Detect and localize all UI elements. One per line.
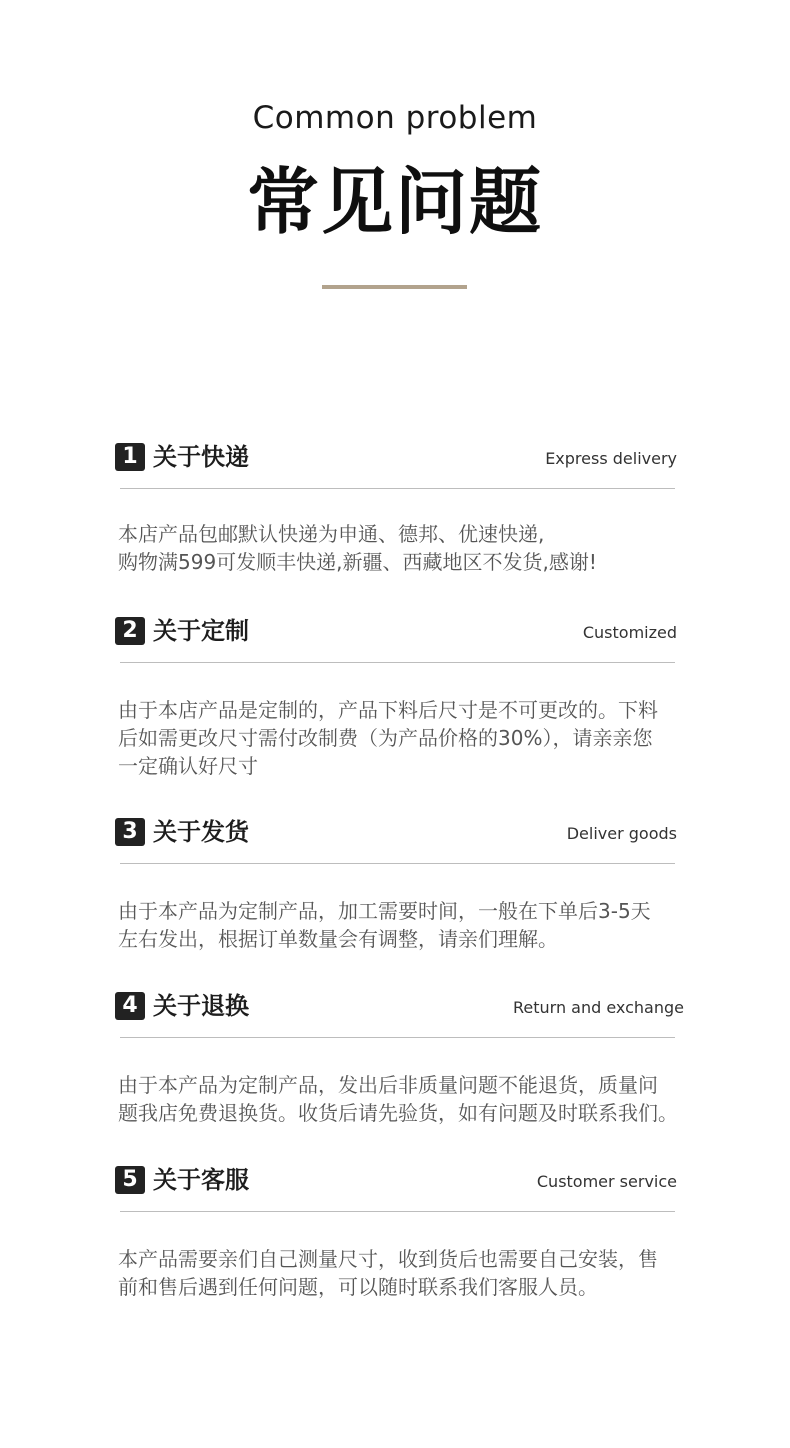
section-number-badge: 2 <box>115 617 145 645</box>
section-title: 关于快递 <box>153 443 249 471</box>
header-divider <box>322 285 467 289</box>
faq-section-express <box>115 440 685 574</box>
faq-section-return <box>115 989 685 1125</box>
section-body <box>118 897 693 953</box>
section-title-en: Return and exchange <box>513 998 684 1017</box>
section-body <box>118 696 693 780</box>
page-title: 常见问题 <box>246 160 543 244</box>
body-line: 后如需更改尺寸需付改制费（为产品价格的30%），请亲亲您 <box>118 726 653 750</box>
section-title: 关于发货 <box>153 818 249 846</box>
section-divider <box>120 1037 675 1038</box>
header-title-en: Common problem <box>252 100 538 136</box>
body-line: 一定确认好尺寸 <box>118 754 258 778</box>
body-line: 购物满599可发顺丰快递,新疆、西藏地区不发货,感谢! <box>118 550 597 574</box>
section-number-badge: 1 <box>115 443 145 471</box>
section-body <box>118 1071 693 1127</box>
body-line: 本店产品包邮默认快递为申通、德邦、优速快递, <box>118 522 545 546</box>
section-body <box>118 1245 693 1301</box>
faq-section-service <box>115 1163 685 1299</box>
section-title-en: Express delivery <box>545 449 677 468</box>
section-header <box>115 1163 685 1199</box>
section-title: 关于定制 <box>153 617 249 645</box>
section-title-en: Customer service <box>536 1172 677 1191</box>
section-title-en: Deliver goods <box>566 824 677 843</box>
section-number-badge: 3 <box>115 818 145 846</box>
section-body <box>118 520 693 576</box>
section-title-en: Customized <box>582 623 677 642</box>
section-header <box>115 614 685 650</box>
section-number-badge: 5 <box>115 1166 145 1194</box>
section-number-badge: 4 <box>115 992 145 1020</box>
section-divider <box>120 488 675 489</box>
section-header <box>115 989 685 1025</box>
faq-section-customized <box>115 614 685 778</box>
section-header <box>115 440 685 476</box>
section-header <box>115 815 685 851</box>
section-title: 关于客服 <box>153 1166 249 1194</box>
section-title: 关于退换 <box>153 992 249 1020</box>
body-line: 左右发出，根据订单数量会有调整，请亲们理解。 <box>118 927 558 951</box>
body-line: 本产品需要亲们自己测量尺寸，收到货后也需要自己安装，售 <box>118 1247 658 1271</box>
body-line: 由于本店产品是定制的，产品下料后尺寸是不可更改的。下料 <box>118 698 658 722</box>
section-divider <box>120 863 675 864</box>
faq-section-delivery <box>115 815 685 951</box>
body-line: 题我店免费退换货。收货后请先验货，如有问题及时联系我们。 <box>118 1101 678 1125</box>
body-line: 由于本产品为定制产品，加工需要时间，一般在下单后3-5天 <box>118 899 651 923</box>
body-line: 前和售后遇到任何问题，可以随时联系我们客服人员。 <box>118 1275 598 1299</box>
section-divider <box>120 1211 675 1212</box>
body-line: 由于本产品为定制产品，发出后非质量问题不能退货，质量问 <box>118 1073 658 1097</box>
section-divider <box>120 662 675 663</box>
